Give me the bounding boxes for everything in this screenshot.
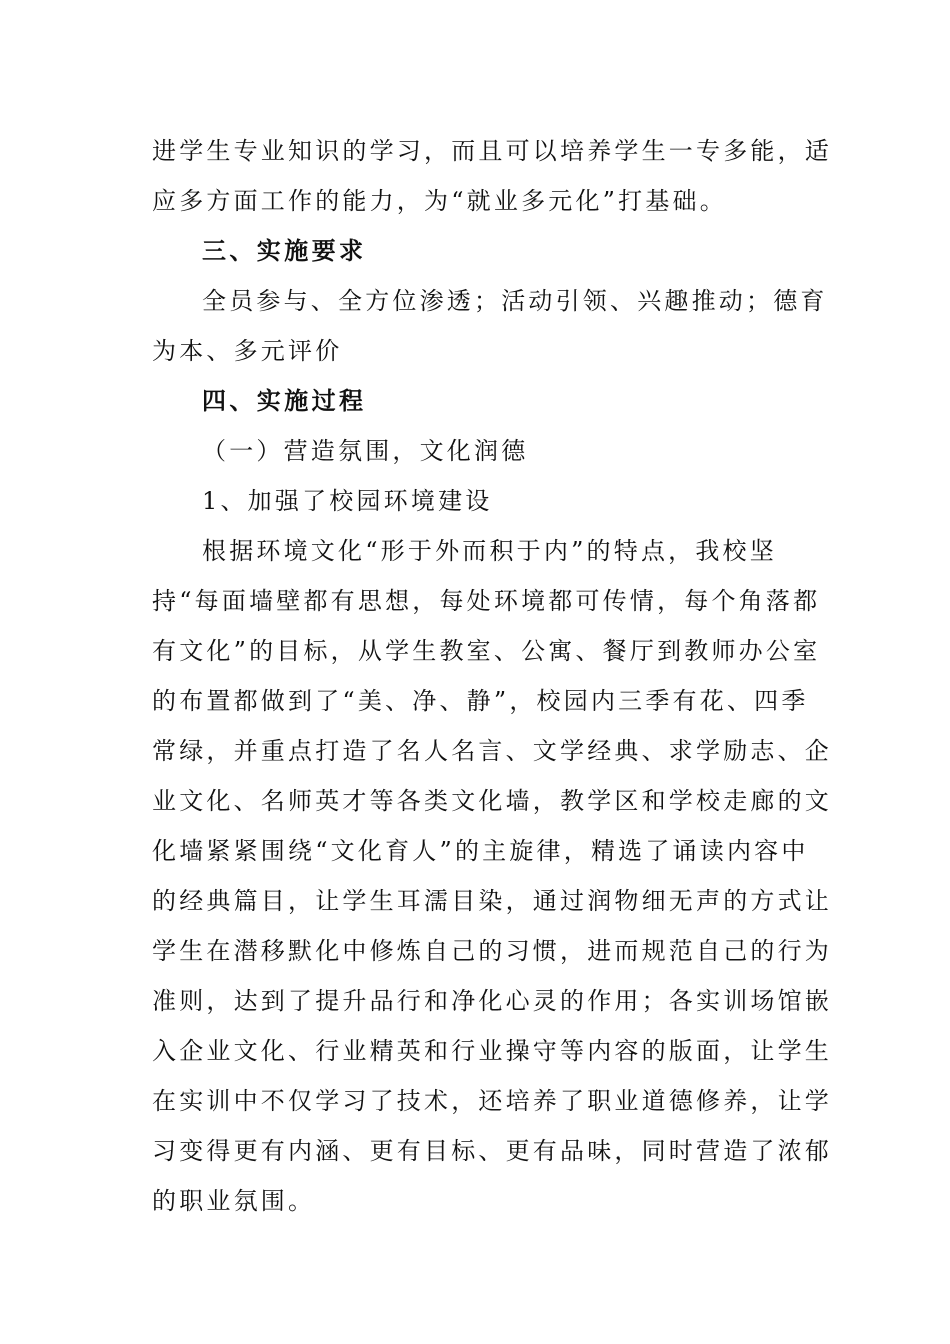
text-line: 有文化”的目标，从学生教室、公寓、餐厅到教师办公室: [152, 637, 821, 665]
text-line: 常绿，并重点打造了名人名言、文学经典、求学励志、企: [152, 737, 832, 765]
item-heading: 1、加强了校园环境建设: [202, 487, 493, 515]
text-line: 的经典篇目，让学生耳濡目染，通过润物细无声的方式让: [152, 887, 832, 915]
text-line: 在实训中不仅学习了技术，还培养了职业道德修养，让学: [152, 1087, 832, 1115]
text-line: 化墙紧紧围绕“文化育人”的主旋律，精选了诵读内容中: [152, 837, 809, 865]
subsection-heading: （一）营造氛围，文化润德: [202, 437, 529, 465]
text-line: 业文化、名师英才等各类文化墙，教学区和学校走廊的文: [152, 787, 832, 815]
text-line: 进学生专业知识的学习，而且可以培养学生一专多能，适: [152, 137, 832, 165]
document-page: [152, 126, 832, 1226]
text-line: 为本、多元评价: [152, 337, 343, 365]
text-line: 持“每面墙壁都有思想，每处环境都可传情，每个角落都: [152, 587, 821, 615]
section-heading: 三、实施要求: [202, 236, 367, 265]
text-line: 的职业氛围。: [152, 1187, 316, 1215]
section-heading: 四、实施过程: [202, 386, 367, 415]
text-line: 学生在潜移默化中修炼自己的习惯，进而规范自己的行为: [152, 937, 832, 965]
text-line: 准则，达到了提升品行和净化心灵的作用；各实训场馆嵌: [152, 987, 832, 1015]
text-line: 的布置都做到了“美、净、静”，校园内三季有花、四季: [152, 687, 809, 715]
text-line: 应多方面工作的能力，为“就业多元化”打基础。: [152, 187, 727, 215]
text-line: 入企业文化、行业精英和行业操守等内容的版面，让学生: [152, 1037, 832, 1065]
text-line: 根据环境文化“形于外而积于内”的特点，我校坚: [202, 537, 777, 565]
text-line: 全员参与、全方位渗透；活动引领、兴趣推动；德育: [202, 287, 828, 315]
text-line: 习变得更有内涵、更有目标、更有品味，同时营造了浓郁: [152, 1137, 832, 1165]
